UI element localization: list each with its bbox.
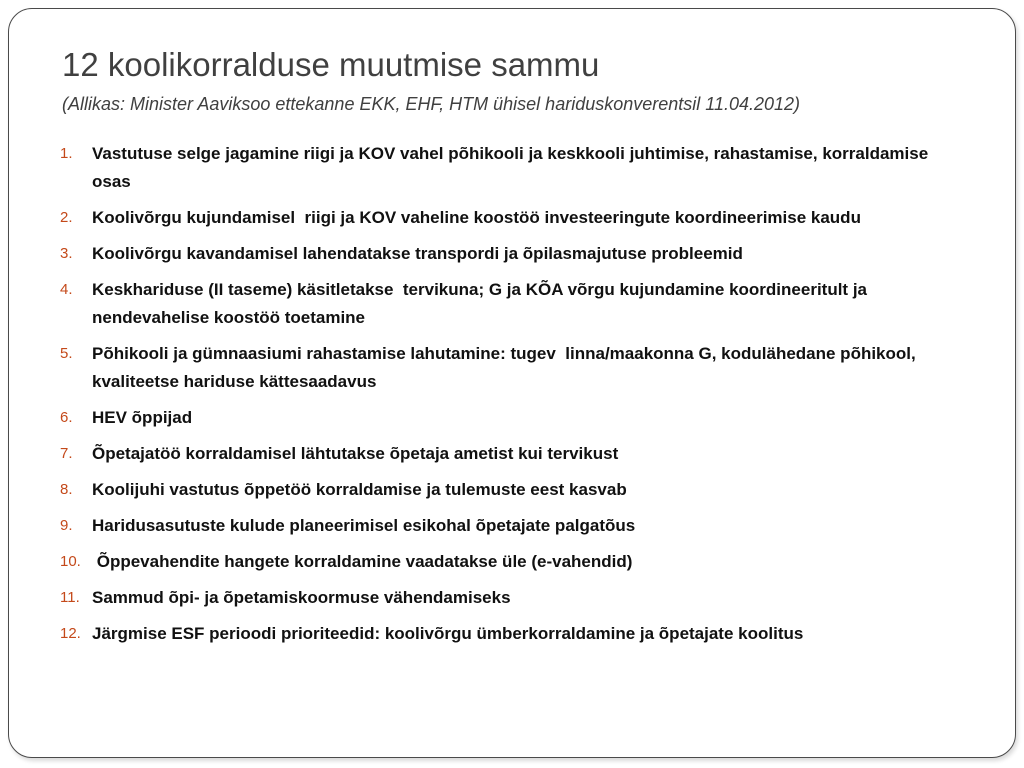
step-item bbox=[0, 204, 1000, 232]
step-item bbox=[0, 476, 1000, 504]
step-item bbox=[0, 404, 1000, 432]
step-item bbox=[0, 440, 1000, 468]
step-number: 9. bbox=[60, 517, 73, 534]
step-text: Põhikooli ja gümnaasiumi rahastamise lahutamine: tugev linna/maakonna G, kodulähedane põhikool, kvaliteetse hariduse kättesaadavus bbox=[92, 344, 921, 391]
step-number: 3. bbox=[60, 245, 73, 262]
step-text: Keskhariduse (II taseme) käsitletakse tervikuna; G ja KÕA võrgu kujundamine koordineeritult ja nendevahelise koostöö toetamine bbox=[92, 280, 872, 327]
step-number: 4. bbox=[60, 281, 73, 298]
step-item bbox=[0, 620, 1000, 648]
step-text: Õpetajatöö korraldamisel lähtutakse õpetaja ametist kui tervikust bbox=[92, 444, 619, 463]
step-text: Koolivõrgu kavandamisel lahendatakse transpordi ja õpilasmajutuse probleemid bbox=[92, 244, 743, 263]
step-number: 6. bbox=[60, 409, 73, 426]
step-item bbox=[0, 240, 1000, 268]
step-number: 2. bbox=[60, 209, 73, 226]
step-number: 11. bbox=[60, 589, 80, 606]
step-text: Koolijuhi vastutus õppetöö korraldamise ja tulemuste eest kasvab bbox=[92, 480, 627, 499]
step-text: Koolivõrgu kujundamisel riigi ja KOV vaheline koostöö investeeringute koordineerimise kaudu bbox=[92, 208, 861, 227]
step-text: Haridusasutuste kulude planeerimisel esikohal õpetajate palgatõus bbox=[92, 516, 636, 535]
step-number: 1. bbox=[60, 145, 73, 162]
step-text: Õppevahendite hangete korraldamine vaadatakse üle (e-vahendid) bbox=[92, 552, 633, 571]
step-text: Järgmise ESF perioodi prioriteedid: koolivõrgu ümberkorraldamine ja õpetajate koolitus bbox=[92, 624, 804, 643]
step-number: 5. bbox=[60, 345, 73, 362]
step-item bbox=[0, 140, 1000, 196]
step-number: 10. bbox=[60, 553, 81, 570]
steps-list bbox=[0, 140, 1000, 656]
step-item bbox=[0, 584, 1000, 612]
slide-title: 12 koolikorralduse muutmise sammu bbox=[62, 46, 600, 83]
step-text: HEV õppijad bbox=[92, 408, 193, 427]
step-item bbox=[0, 512, 1000, 540]
step-number: 12. bbox=[60, 625, 81, 642]
step-text: Sammud õpi- ja õpetamiskoormuse vähendamiseks bbox=[92, 588, 511, 607]
step-item bbox=[0, 548, 1000, 576]
step-item bbox=[0, 340, 1000, 396]
step-number: 7. bbox=[60, 445, 73, 462]
slide-subtitle: (Allikas: Minister Aaviksoo ettekanne EKK, EHF, HTM ühisel hariduskonverentsil 11.04.2012) bbox=[62, 94, 801, 114]
step-text: Vastutuse selge jagamine riigi ja KOV vahel põhikooli ja keskkooli juhtimise, rahastamise, korraldamise osas bbox=[92, 144, 933, 191]
step-number: 8. bbox=[60, 481, 73, 498]
step-item bbox=[0, 276, 1000, 332]
